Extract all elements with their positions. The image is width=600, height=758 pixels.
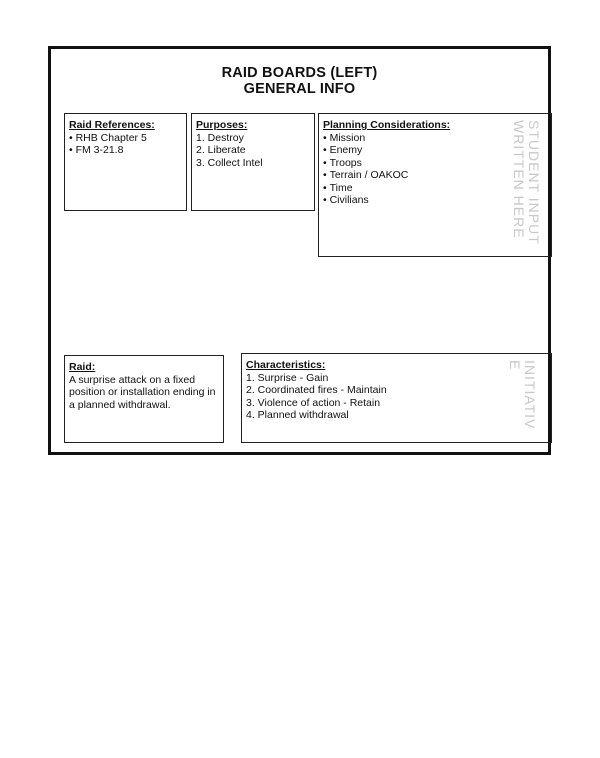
characteristic-item: 2. Coordinated fires - Maintain xyxy=(246,384,387,396)
planning-item: • Troops xyxy=(323,157,547,170)
raid-definition-box xyxy=(64,355,224,443)
raid-references-heading: Raid References: xyxy=(69,119,155,131)
board-title xyxy=(51,65,548,97)
characteristic-item: 3. Violence of action - Retain xyxy=(246,396,381,409)
planning-item: • Terrain / OAKOC xyxy=(323,169,547,182)
raid-definition: A surprise attack on a fixed position or installation ending in a planned withdrawal. xyxy=(69,373,216,411)
characteristics-box xyxy=(241,353,552,443)
student-input-watermark: STUDENT INPUT WRITTEN HERE xyxy=(511,120,542,245)
planning-considerations-heading: Planning Considerations: xyxy=(323,119,451,131)
title-line-1: RAID BOARDS (LEFT) xyxy=(221,65,378,81)
characteristic-item: 4. Planned withdrawal xyxy=(246,409,349,421)
characteristics-heading: Characteristics: xyxy=(246,359,326,371)
purposes-box xyxy=(191,113,315,211)
raid-references-box xyxy=(64,113,187,211)
raid-reference-item: • RHB Chapter 5 xyxy=(69,132,182,145)
planning-item: • Enemy xyxy=(323,144,547,157)
planning-considerations-box xyxy=(318,113,552,257)
planning-item: • Mission xyxy=(323,132,547,145)
raid-reference-item: • FM 3-21.8 xyxy=(69,144,182,157)
raid-heading: Raid: xyxy=(69,361,96,373)
characteristic-item: 1. Surprise - Gain xyxy=(246,371,329,384)
raid-board xyxy=(48,46,551,455)
title-line-2: GENERAL INFO xyxy=(243,81,356,97)
purpose-item: 2. Liberate xyxy=(196,144,246,156)
planning-item: • Time xyxy=(323,182,547,195)
initiative-watermark: INITIATIV E xyxy=(507,360,538,430)
purposes-heading: Purposes: xyxy=(196,119,248,131)
purpose-item: 3. Collect Intel xyxy=(196,156,263,169)
purpose-item: 1. Destroy xyxy=(196,131,244,144)
planning-item: • Civilians xyxy=(323,194,547,207)
